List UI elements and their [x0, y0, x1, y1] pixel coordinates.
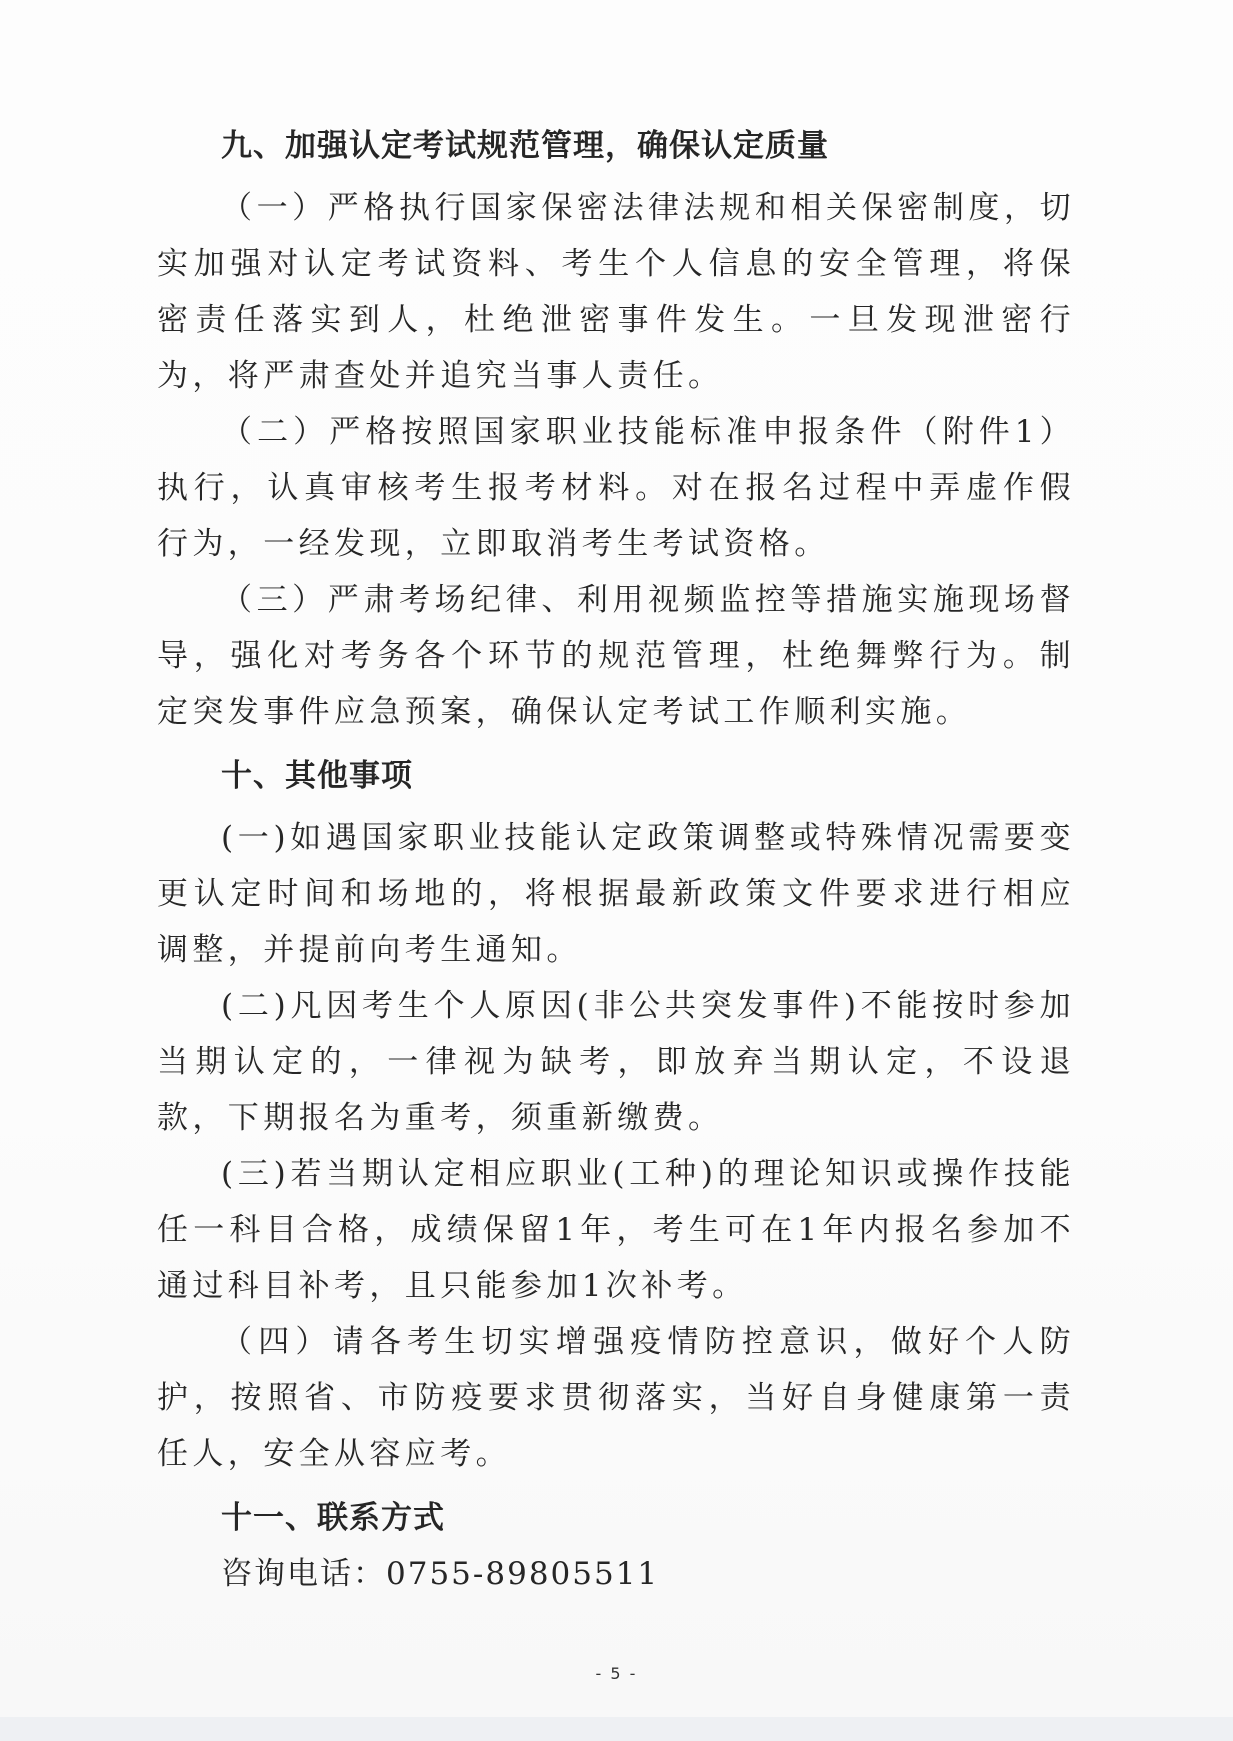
contact-phone: 0755-89805511 — [386, 1556, 660, 1592]
section-ten-item-3: (三)若当期认定相应职业(工种)的理论知识或操作技能任一科目合格，成绩保留1年，考生可在1年内报名参加不通过科目补考，且只能参加1次补考。 — [157, 1156, 1075, 1304]
section-nine-item-1: （一）严格执行国家保密法律法规和相关保密制度，切实加强对认定考试资料、考生个人信息的安全管理，将保密责任落实到人，杜绝泄密事件发生。一旦发现泄密行为，将严肃查处并追究当事人责任。 — [157, 190, 1075, 394]
section-ten-heading: 十、其他事项 — [221, 758, 413, 794]
contact-line — [157, 1546, 1075, 1602]
section-ten-item-2: (二)凡因考生个人原因(非公共突发事件)不能按时参加当期认定的，一律视为缺考，即放弃当期认定，不设退款，下期报名为重考，须重新缴费。 — [157, 988, 1075, 1136]
section-nine-item-3: （三）严肃考场纪律、利用视频监控等措施实施现场督导，强化对考务各个环节的规范管理，杜绝舞弊行为。制定突发事件应急预案，确保认定考试工作顺利实施。 — [157, 582, 1075, 730]
section-ten-item-4: （四）请各考生切实增强疫情防控意识，做好个人防护，按照省、市防疫要求贯彻落实，当好自身健康第一责任人，安全从容应考。 — [157, 1324, 1075, 1472]
section-ten-item-1: (一)如遇国家职业技能认定政策调整或特殊情况需要变更认定时间和场地的，将根据最新政策文件要求进行相应调整，并提前向考生通知。 — [157, 820, 1075, 968]
contact-label: 咨询电话： — [221, 1556, 386, 1592]
section-nine-item-2: （二）严格按照国家职业技能标准申报条件（附件1）执行，认真审核考生报考材料。对在报名过程中弄虚作假行为，一经发现，立即取消考生考试资格。 — [157, 414, 1075, 562]
page-number: - 5 - — [595, 1664, 638, 1683]
section-nine-heading: 九、加强认定考试规范管理，确保认定质量 — [221, 128, 829, 164]
section-eleven-heading: 十一、联系方式 — [221, 1500, 445, 1536]
document-body — [157, 118, 1075, 1602]
scan-bottom-edge — [0, 1717, 1233, 1741]
